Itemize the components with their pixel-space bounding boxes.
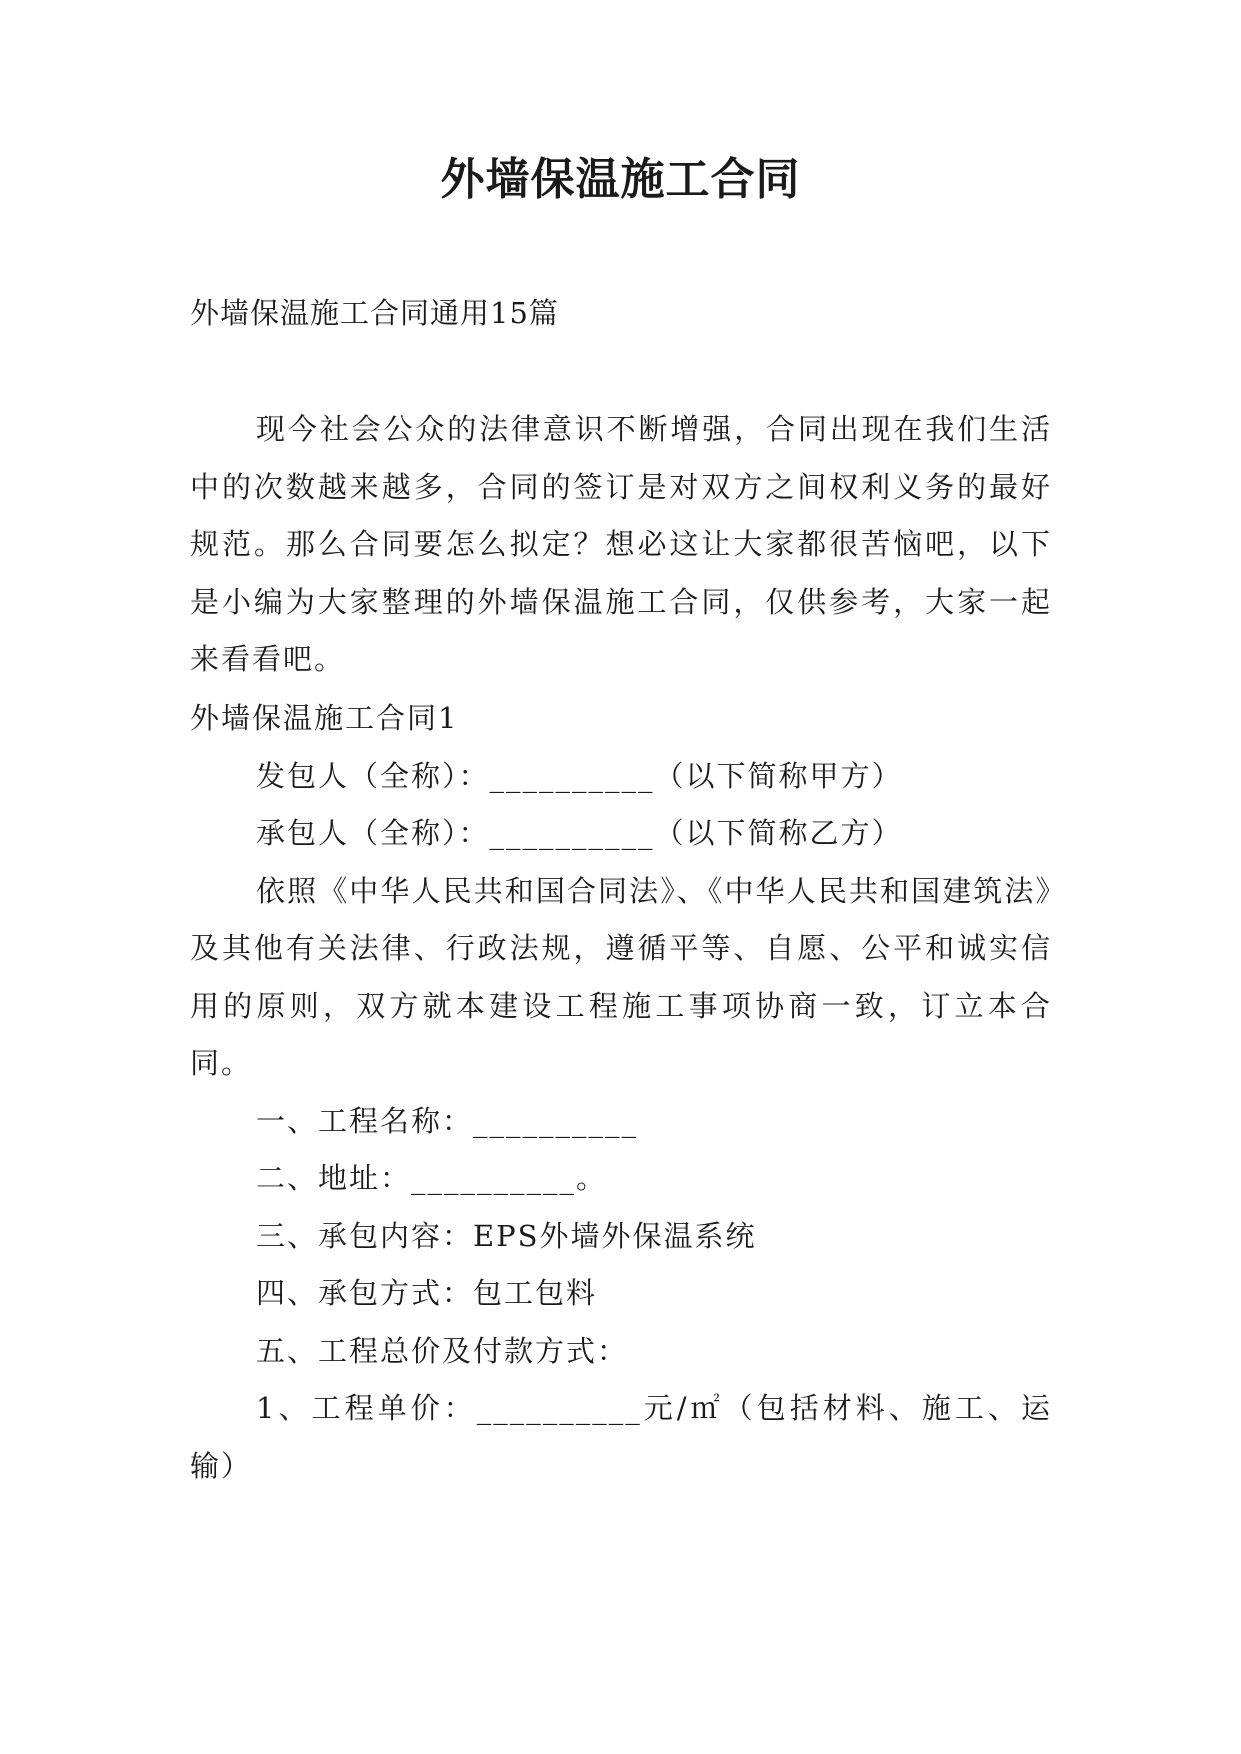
- clause-unit-price: 1、工程单价：__________元/㎡（包括材料、施工、运输）: [190, 1391, 1052, 1483]
- section-heading: 外墙保温施工合同1: [190, 701, 459, 735]
- clause-scope: 三、承包内容：EPS外墙外保温系统: [256, 1218, 757, 1253]
- clause-contract-method: 四、承包方式：包工包料: [256, 1276, 598, 1310]
- clause-address: 二、地址：__________。: [256, 1161, 608, 1195]
- contract-section: [190, 690, 1052, 1495]
- intro-text: 现今社会公众的法律意识不断增强，合同出现在我们生活中的次数越来越多，合同的签订是对双方之间权利义务的最好规范。那么合同要怎么拟定？想必这让大家都很苦恼吧，以下是小编为大家整理的外墙保温施工合同，仅供参考，大家一起来看看吧。: [190, 412, 1052, 676]
- party-b-line: 承包人（全称）：__________（以下简称乙方）: [256, 816, 903, 850]
- clause-project-name: 一、工程名称：__________: [256, 1103, 639, 1138]
- intro-paragraph: [190, 401, 1052, 689]
- document-title: 外墙保温施工合同: [440, 154, 801, 205]
- document-subtitle: 外墙保温施工合同通用15篇: [190, 296, 559, 330]
- clause-price-payment: 五、工程总价及付款方式：: [256, 1333, 629, 1368]
- party-a-line: 发包人（全称）：__________（以下简称甲方）: [256, 758, 903, 793]
- legal-basis-paragraph: 依照《中华人民共和国合同法》、《中华人民共和国建筑法》及其他有关法律、行政法规，遵循平等、自愿、公平和诚实信用的原则，双方就本建设工程施工事项协商一致，订立本合同。: [190, 873, 1052, 1080]
